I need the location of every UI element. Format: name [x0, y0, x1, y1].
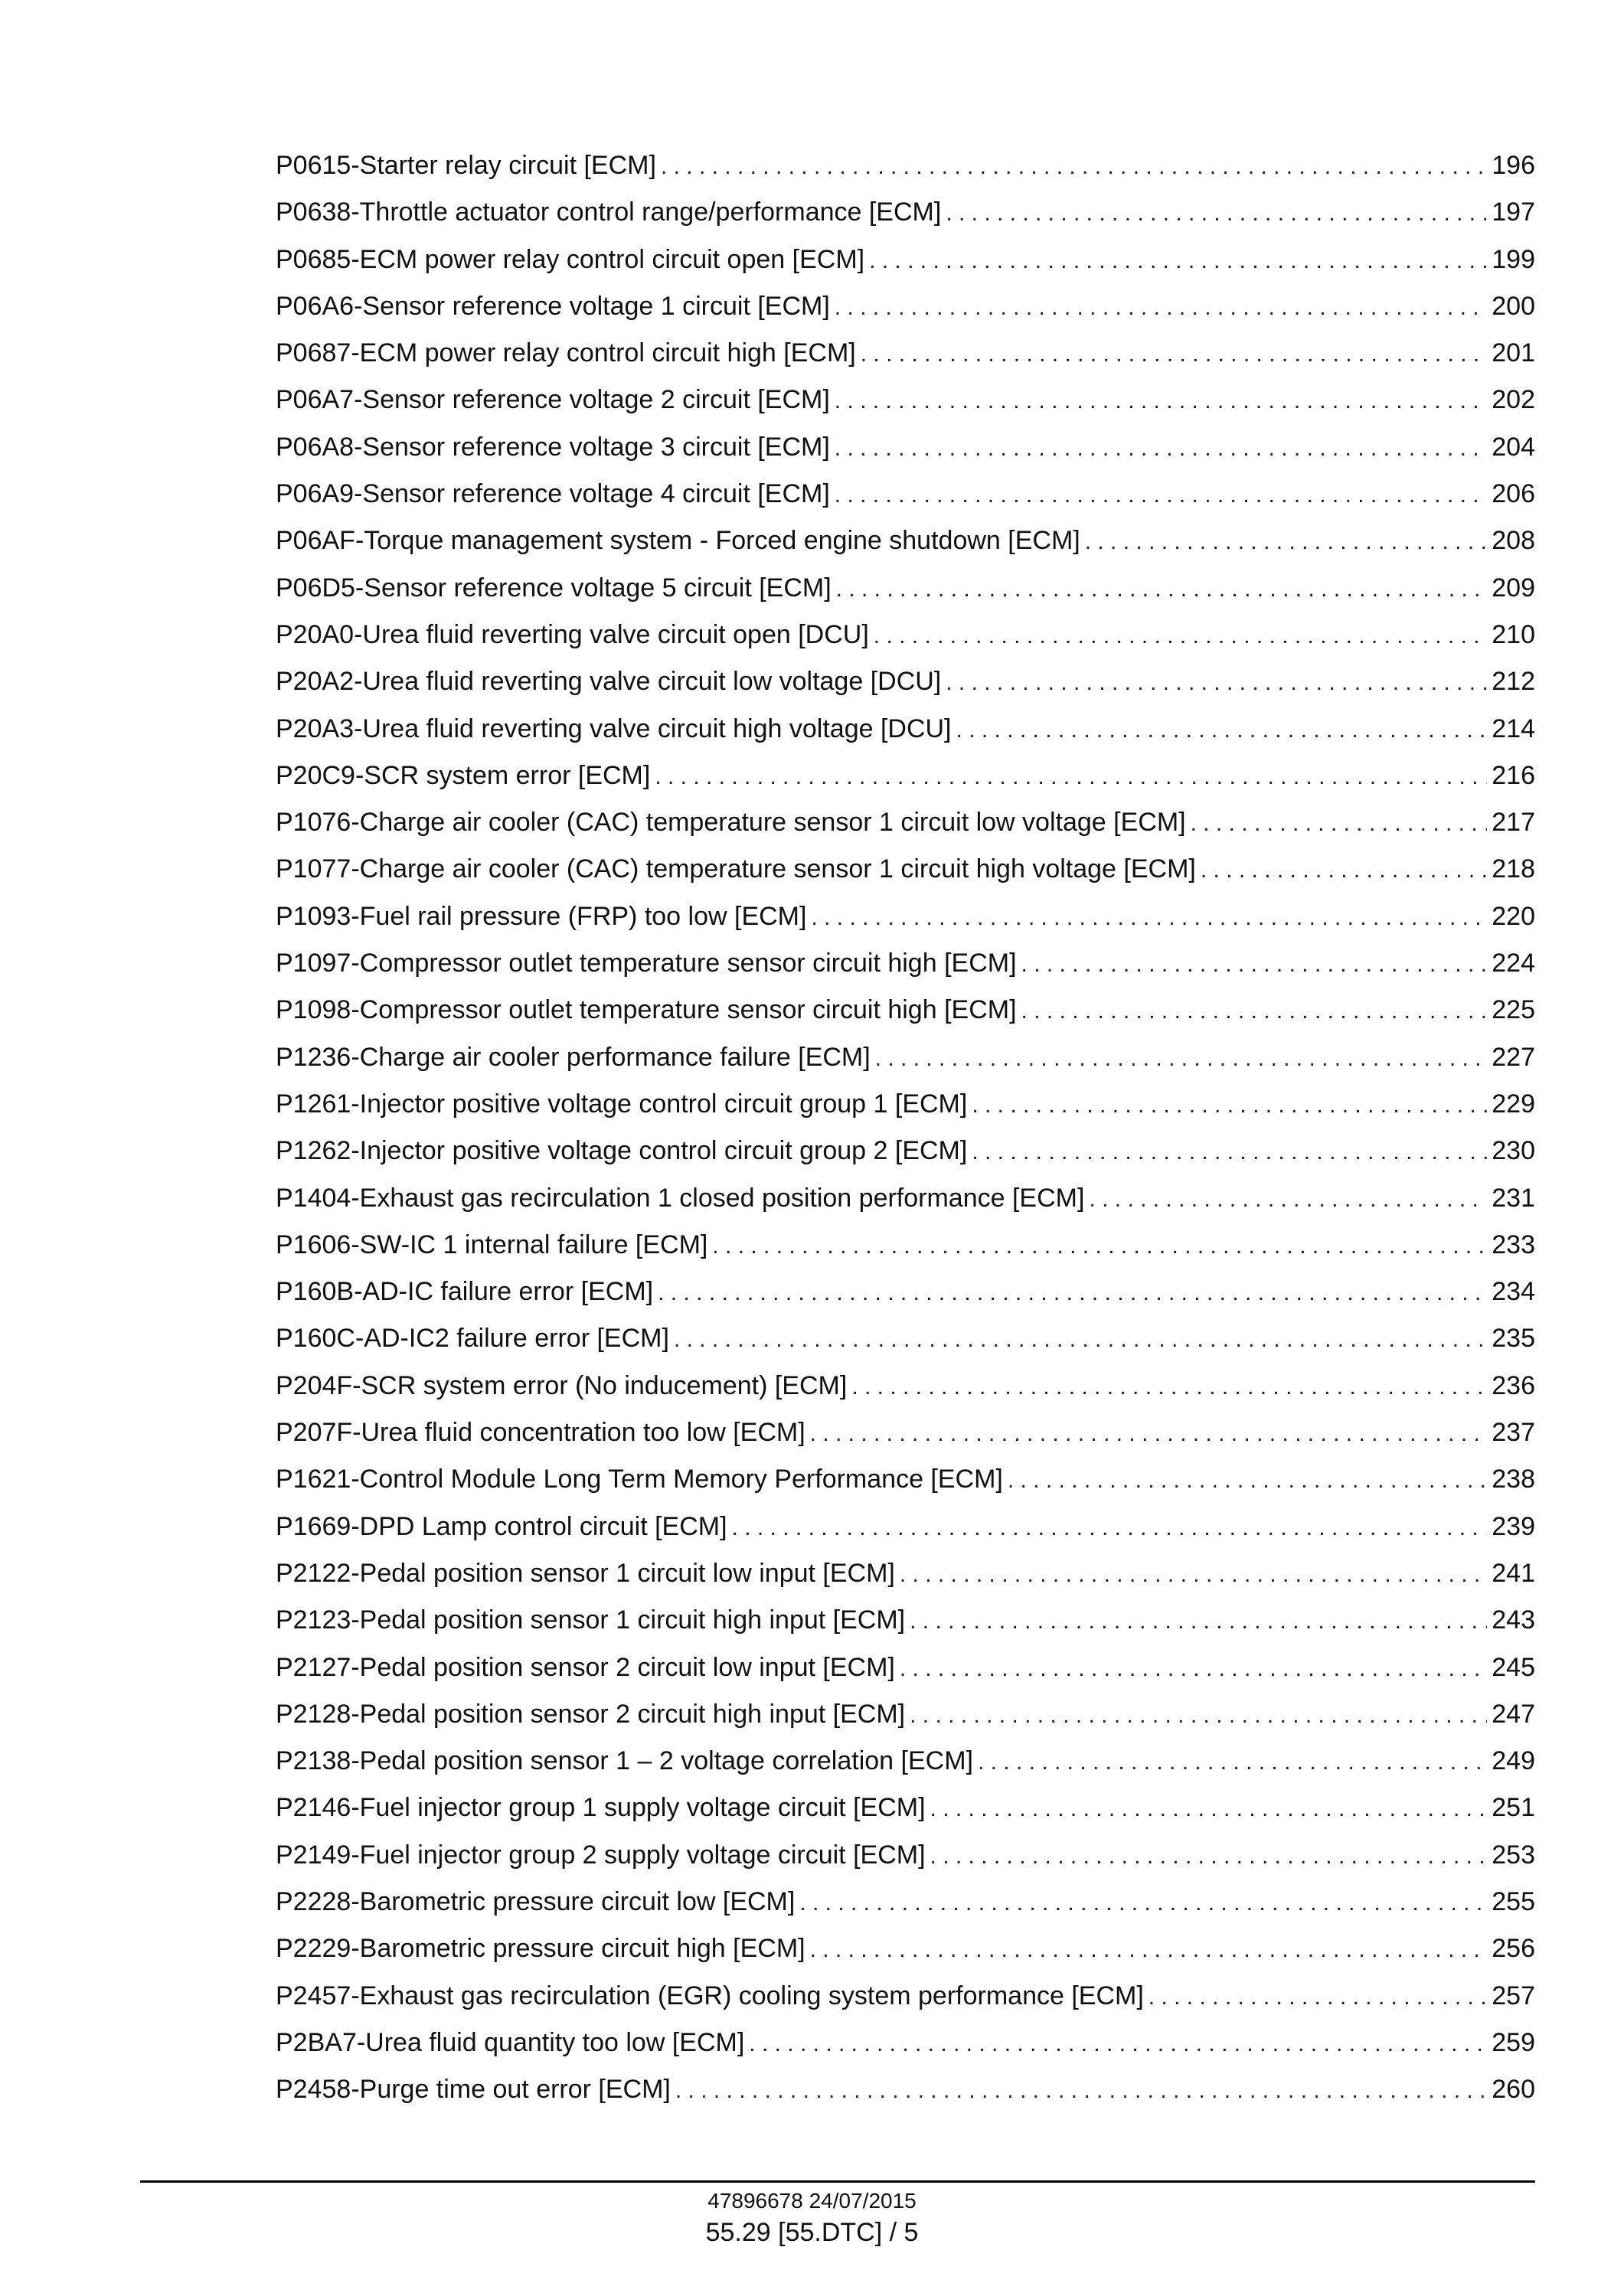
toc-entry[interactable] — [276, 1605, 1535, 1651]
toc-entry-page-number: 201 — [1492, 338, 1535, 368]
toc-entry-title: P2146-Fuel injector group 1 supply voltage circuit [ECM] — [276, 1793, 926, 1823]
toc-entry-page-number: 220 — [1492, 901, 1535, 931]
toc-dot-leader — [946, 198, 1487, 229]
toc-entry-title: P06D5-Sensor reference voltage 5 circuit [ECM] — [276, 573, 832, 603]
toc-entry[interactable] — [276, 1323, 1535, 1370]
toc-entry-page-number: 230 — [1492, 1136, 1535, 1166]
toc-entry[interactable] — [276, 244, 1535, 291]
toc-entry-title: P1262-Injector positive voltage control circuit group 2 [ECM] — [276, 1136, 968, 1166]
toc-entry-page-number: 245 — [1492, 1652, 1535, 1682]
toc-entry[interactable] — [276, 619, 1535, 666]
toc-dot-leader — [1191, 808, 1488, 839]
toc-dot-leader — [835, 386, 1487, 416]
toc-entry[interactable] — [276, 197, 1535, 243]
toc-entry[interactable] — [276, 384, 1535, 431]
toc-entry[interactable] — [276, 854, 1535, 900]
toc-entry-page-number: 259 — [1492, 2027, 1535, 2057]
toc-dot-leader — [946, 668, 1487, 698]
toc-dot-leader — [712, 1231, 1487, 1262]
toc-entry-title: P1669-DPD Lamp control circuit [ECM] — [276, 1511, 727, 1541]
toc-dot-leader — [811, 903, 1487, 933]
toc-entry[interactable] — [276, 760, 1535, 807]
toc-entry-page-number: 257 — [1492, 1981, 1535, 2010]
toc-entry-title: P2229-Barometric pressure circuit high [ECM] — [276, 1934, 805, 1964]
toc-dot-leader — [810, 1419, 1488, 1449]
toc-dot-leader — [835, 480, 1487, 511]
toc-dot-leader — [799, 1888, 1487, 1919]
toc-entry-title: P1097-Compressor outlet temperature sensor circuit high [ECM] — [276, 949, 1017, 978]
toc-entry[interactable] — [276, 1276, 1535, 1323]
toc-entry-title: P160C-AD-IC2 failure error [ECM] — [276, 1324, 669, 1354]
toc-entry-page-number: 239 — [1492, 1511, 1535, 1541]
toc-dot-leader — [655, 762, 1487, 792]
toc-dot-leader — [1008, 1465, 1487, 1496]
toc-entry-title: P06A7-Sensor reference voltage 2 circuit [ECM] — [276, 385, 830, 415]
toc-entry-page-number: 218 — [1492, 854, 1535, 884]
toc-entry-page-number: 231 — [1492, 1183, 1535, 1213]
toc-entry[interactable] — [276, 1840, 1535, 1886]
toc-entry[interactable] — [276, 525, 1535, 572]
toc-dot-leader — [749, 2029, 1487, 2059]
table-of-contents — [276, 150, 1535, 2121]
toc-entry-title: P0638-Throttle actuator control range/performance [ECM] — [276, 198, 942, 227]
toc-entry-title: P20A3-Urea fluid reverting valve circuit high voltage [DCU] — [276, 714, 952, 743]
toc-dot-leader — [875, 1043, 1488, 1074]
toc-entry[interactable] — [276, 1464, 1535, 1511]
toc-entry-page-number: 237 — [1492, 1418, 1535, 1448]
toc-entry-title: P06A6-Sensor reference voltage 1 circuit [ECM] — [276, 291, 830, 321]
toc-entry-title: P2127-Pedal position sensor 2 circuit low input [ECM] — [276, 1652, 895, 1682]
toc-entry-page-number: 209 — [1492, 573, 1535, 603]
toc-entry-page-number: 233 — [1492, 1230, 1535, 1259]
toc-dot-leader — [851, 1372, 1487, 1403]
toc-entry-page-number: 199 — [1492, 244, 1535, 274]
toc-entry-title: P2138-Pedal position sensor 1 – 2 voltage correlation [ECM] — [276, 1746, 973, 1776]
toc-entry[interactable] — [276, 1230, 1535, 1276]
toc-entry-page-number: 236 — [1492, 1370, 1535, 1400]
toc-entry-title: P207F-Urea fluid concentration too low [ECM] — [276, 1418, 805, 1448]
toc-entry-page-number: 260 — [1492, 2075, 1535, 2105]
toc-entry-page-number: 251 — [1492, 1793, 1535, 1823]
toc-dot-leader — [910, 1606, 1487, 1637]
toc-entry[interactable] — [276, 1792, 1535, 1839]
toc-entry-page-number: 196 — [1492, 151, 1535, 180]
toc-dot-leader — [835, 433, 1487, 464]
toc-entry-title: P2228-Barometric pressure circuit low [ECM] — [276, 1886, 796, 1916]
toc-dot-leader — [972, 1137, 1487, 1168]
toc-entry[interactable] — [276, 432, 1535, 478]
toc-entry-page-number: 197 — [1492, 198, 1535, 227]
toc-entry-title: P20A2-Urea fluid reverting valve circuit low voltage [DCU] — [276, 667, 942, 697]
toc-entry[interactable] — [276, 901, 1535, 948]
toc-entry[interactable] — [276, 1981, 1535, 2027]
toc-entry-page-number: 227 — [1492, 1042, 1535, 1072]
toc-entry-page-number: 216 — [1492, 760, 1535, 790]
toc-entry-page-number: 243 — [1492, 1605, 1535, 1635]
toc-entry-title: P1404-Exhaust gas recirculation 1 closed position performance [ECM] — [276, 1183, 1085, 1213]
toc-entry[interactable] — [276, 150, 1535, 197]
toc-entry-page-number: 225 — [1492, 995, 1535, 1025]
toc-entry-title: P2122-Pedal position sensor 1 circuit low input [ECM] — [276, 1558, 895, 1588]
toc-entry-title: P2457-Exhaust gas recirculation (EGR) cooling system performance [ECM] — [276, 1981, 1144, 2010]
toc-entry-title: P1621-Control Module Long Term Memory Performance [ECM] — [276, 1465, 1003, 1494]
toc-entry-page-number: 217 — [1492, 808, 1535, 838]
toc-dot-leader — [910, 1700, 1487, 1731]
toc-entry-title: P160B-AD-IC failure error [ECM] — [276, 1277, 654, 1307]
toc-dot-leader — [900, 1654, 1487, 1684]
toc-entry-title: P1076-Charge air cooler (CAC) temperature sensor 1 circuit low voltage [ECM] — [276, 808, 1186, 838]
toc-dot-leader — [675, 2076, 1487, 2106]
toc-entry-page-number: 238 — [1492, 1465, 1535, 1494]
toc-entry[interactable] — [276, 1417, 1535, 1464]
toc-entry-title: P2458-Purge time out error [ECM] — [276, 2075, 671, 2105]
toc-entry[interactable] — [276, 994, 1535, 1041]
toc-entry-title: P0615-Starter relay circuit [ECM] — [276, 151, 656, 180]
toc-dot-leader — [658, 1278, 1487, 1308]
toc-entry[interactable] — [276, 714, 1535, 760]
toc-entry-page-number: 255 — [1492, 1886, 1535, 1916]
toc-entry[interactable] — [276, 666, 1535, 713]
toc-entry[interactable] — [276, 1746, 1535, 1792]
toc-dot-leader — [732, 1513, 1488, 1543]
toc-entry-title: P1093-Fuel rail pressure (FRP) too low [ECM] — [276, 901, 807, 931]
toc-dot-leader — [1085, 527, 1488, 557]
toc-dot-leader — [874, 621, 1487, 652]
toc-entry[interactable] — [276, 1183, 1535, 1230]
toc-dot-leader — [835, 292, 1487, 323]
toc-entry-title: P06AF-Torque management system - Forced engine shutdown [ECM] — [276, 526, 1080, 556]
toc-dot-leader — [661, 152, 1487, 182]
toc-entry[interactable] — [276, 2074, 1535, 2121]
toc-entry-page-number: 229 — [1492, 1089, 1535, 1119]
toc-dot-leader — [978, 1747, 1487, 1778]
toc-dot-leader — [1149, 1982, 1487, 2013]
toc-entry-title: P2123-Pedal position sensor 1 circuit high input [ECM] — [276, 1605, 906, 1635]
toc-entry[interactable] — [276, 1511, 1535, 1558]
toc-dot-leader — [1201, 855, 1487, 886]
toc-entry-page-number: 253 — [1492, 1840, 1535, 1870]
toc-entry[interactable] — [276, 573, 1535, 619]
toc-entry-title: P06A9-Sensor reference voltage 4 circuit [ECM] — [276, 479, 830, 509]
toc-entry-title: P1077-Charge air cooler (CAC) temperature sensor 1 circuit high voltage [ECM] — [276, 854, 1196, 884]
toc-dot-leader — [972, 1090, 1487, 1121]
toc-entry[interactable] — [276, 1886, 1535, 1933]
toc-entry-page-number: 214 — [1492, 714, 1535, 743]
toc-entry-title: P1098-Compressor outlet temperature sensor circuit high [ECM] — [276, 995, 1017, 1025]
toc-entry-title: P1236-Charge air cooler performance failure [ECM] — [276, 1042, 871, 1072]
toc-entry-title: P2BA7-Urea fluid quantity too low [ECM] — [276, 2027, 745, 2057]
toc-entry-page-number: 210 — [1492, 619, 1535, 649]
footer-page-number: 55.29 [55.DTC] / 5 — [705, 2218, 919, 2247]
toc-dot-leader — [1021, 996, 1488, 1027]
toc-dot-leader — [674, 1324, 1487, 1355]
toc-entry[interactable] — [276, 1558, 1535, 1605]
toc-entry-page-number: 206 — [1492, 479, 1535, 509]
toc-entry[interactable] — [276, 1042, 1535, 1089]
toc-entry-title: P06A8-Sensor reference voltage 3 circuit [ECM] — [276, 432, 830, 462]
toc-entry-title: P20A0-Urea fluid reverting valve circuit open [DCU] — [276, 619, 869, 649]
footer-divider — [140, 2180, 1535, 2183]
toc-entry[interactable] — [276, 807, 1535, 854]
toc-dot-leader — [861, 339, 1488, 370]
toc-dot-leader — [930, 1794, 1488, 1824]
toc-entry-page-number: 241 — [1492, 1558, 1535, 1588]
toc-dot-leader — [1021, 949, 1488, 980]
toc-entry-title: P2128-Pedal position sensor 2 circuit high input [ECM] — [276, 1699, 906, 1729]
toc-entry[interactable] — [276, 478, 1535, 525]
toc-entry-title: P1261-Injector positive voltage control circuit group 1 [ECM] — [276, 1089, 968, 1119]
toc-entry[interactable] — [276, 948, 1535, 994]
toc-entry-title: P2149-Fuel injector group 2 supply voltage circuit [ECM] — [276, 1840, 926, 1870]
toc-entry-page-number: 224 — [1492, 949, 1535, 978]
toc-entry[interactable] — [276, 1699, 1535, 1746]
toc-entry[interactable] — [276, 2027, 1535, 2074]
toc-entry-title: P1606-SW-IC 1 internal failure [ECM] — [276, 1230, 708, 1259]
toc-entry-title: P20C9-SCR system error [ECM] — [276, 760, 651, 790]
toc-entry-page-number: 249 — [1492, 1746, 1535, 1776]
footer-document-reference: 47896678 24/07/2015 — [707, 2189, 917, 2213]
toc-dot-leader — [900, 1560, 1487, 1590]
toc-entry[interactable] — [276, 1933, 1535, 1980]
toc-dot-leader — [956, 715, 1488, 746]
toc-entry-title: P0685-ECM power relay control circuit open [ECM] — [276, 244, 865, 274]
toc-entry-page-number: 235 — [1492, 1324, 1535, 1354]
toc-entry-page-number: 202 — [1492, 385, 1535, 415]
toc-entry[interactable] — [276, 1652, 1535, 1699]
toc-dot-leader — [810, 1935, 1488, 1965]
toc-dot-leader — [1089, 1184, 1487, 1215]
toc-entry-title: P0687-ECM power relay control circuit high [ECM] — [276, 338, 856, 368]
toc-entry-page-number: 247 — [1492, 1699, 1535, 1729]
toc-entry-page-number: 204 — [1492, 432, 1535, 462]
toc-entry-page-number: 200 — [1492, 291, 1535, 321]
toc-entry-page-number: 212 — [1492, 667, 1535, 697]
toc-dot-leader — [869, 246, 1487, 276]
toc-entry-title: P204F-SCR system error (No inducement) [ECM] — [276, 1370, 848, 1400]
toc-entry-page-number: 256 — [1492, 1934, 1535, 1964]
toc-entry[interactable] — [276, 1089, 1535, 1135]
toc-entry-page-number: 208 — [1492, 526, 1535, 556]
toc-entry[interactable] — [276, 1370, 1535, 1417]
toc-dot-leader — [930, 1841, 1488, 1872]
toc-entry[interactable] — [276, 338, 1535, 384]
toc-entry-page-number: 234 — [1492, 1277, 1535, 1307]
toc-dot-leader — [836, 574, 1488, 605]
toc-entry[interactable] — [276, 1135, 1535, 1182]
toc-entry[interactable] — [276, 291, 1535, 338]
